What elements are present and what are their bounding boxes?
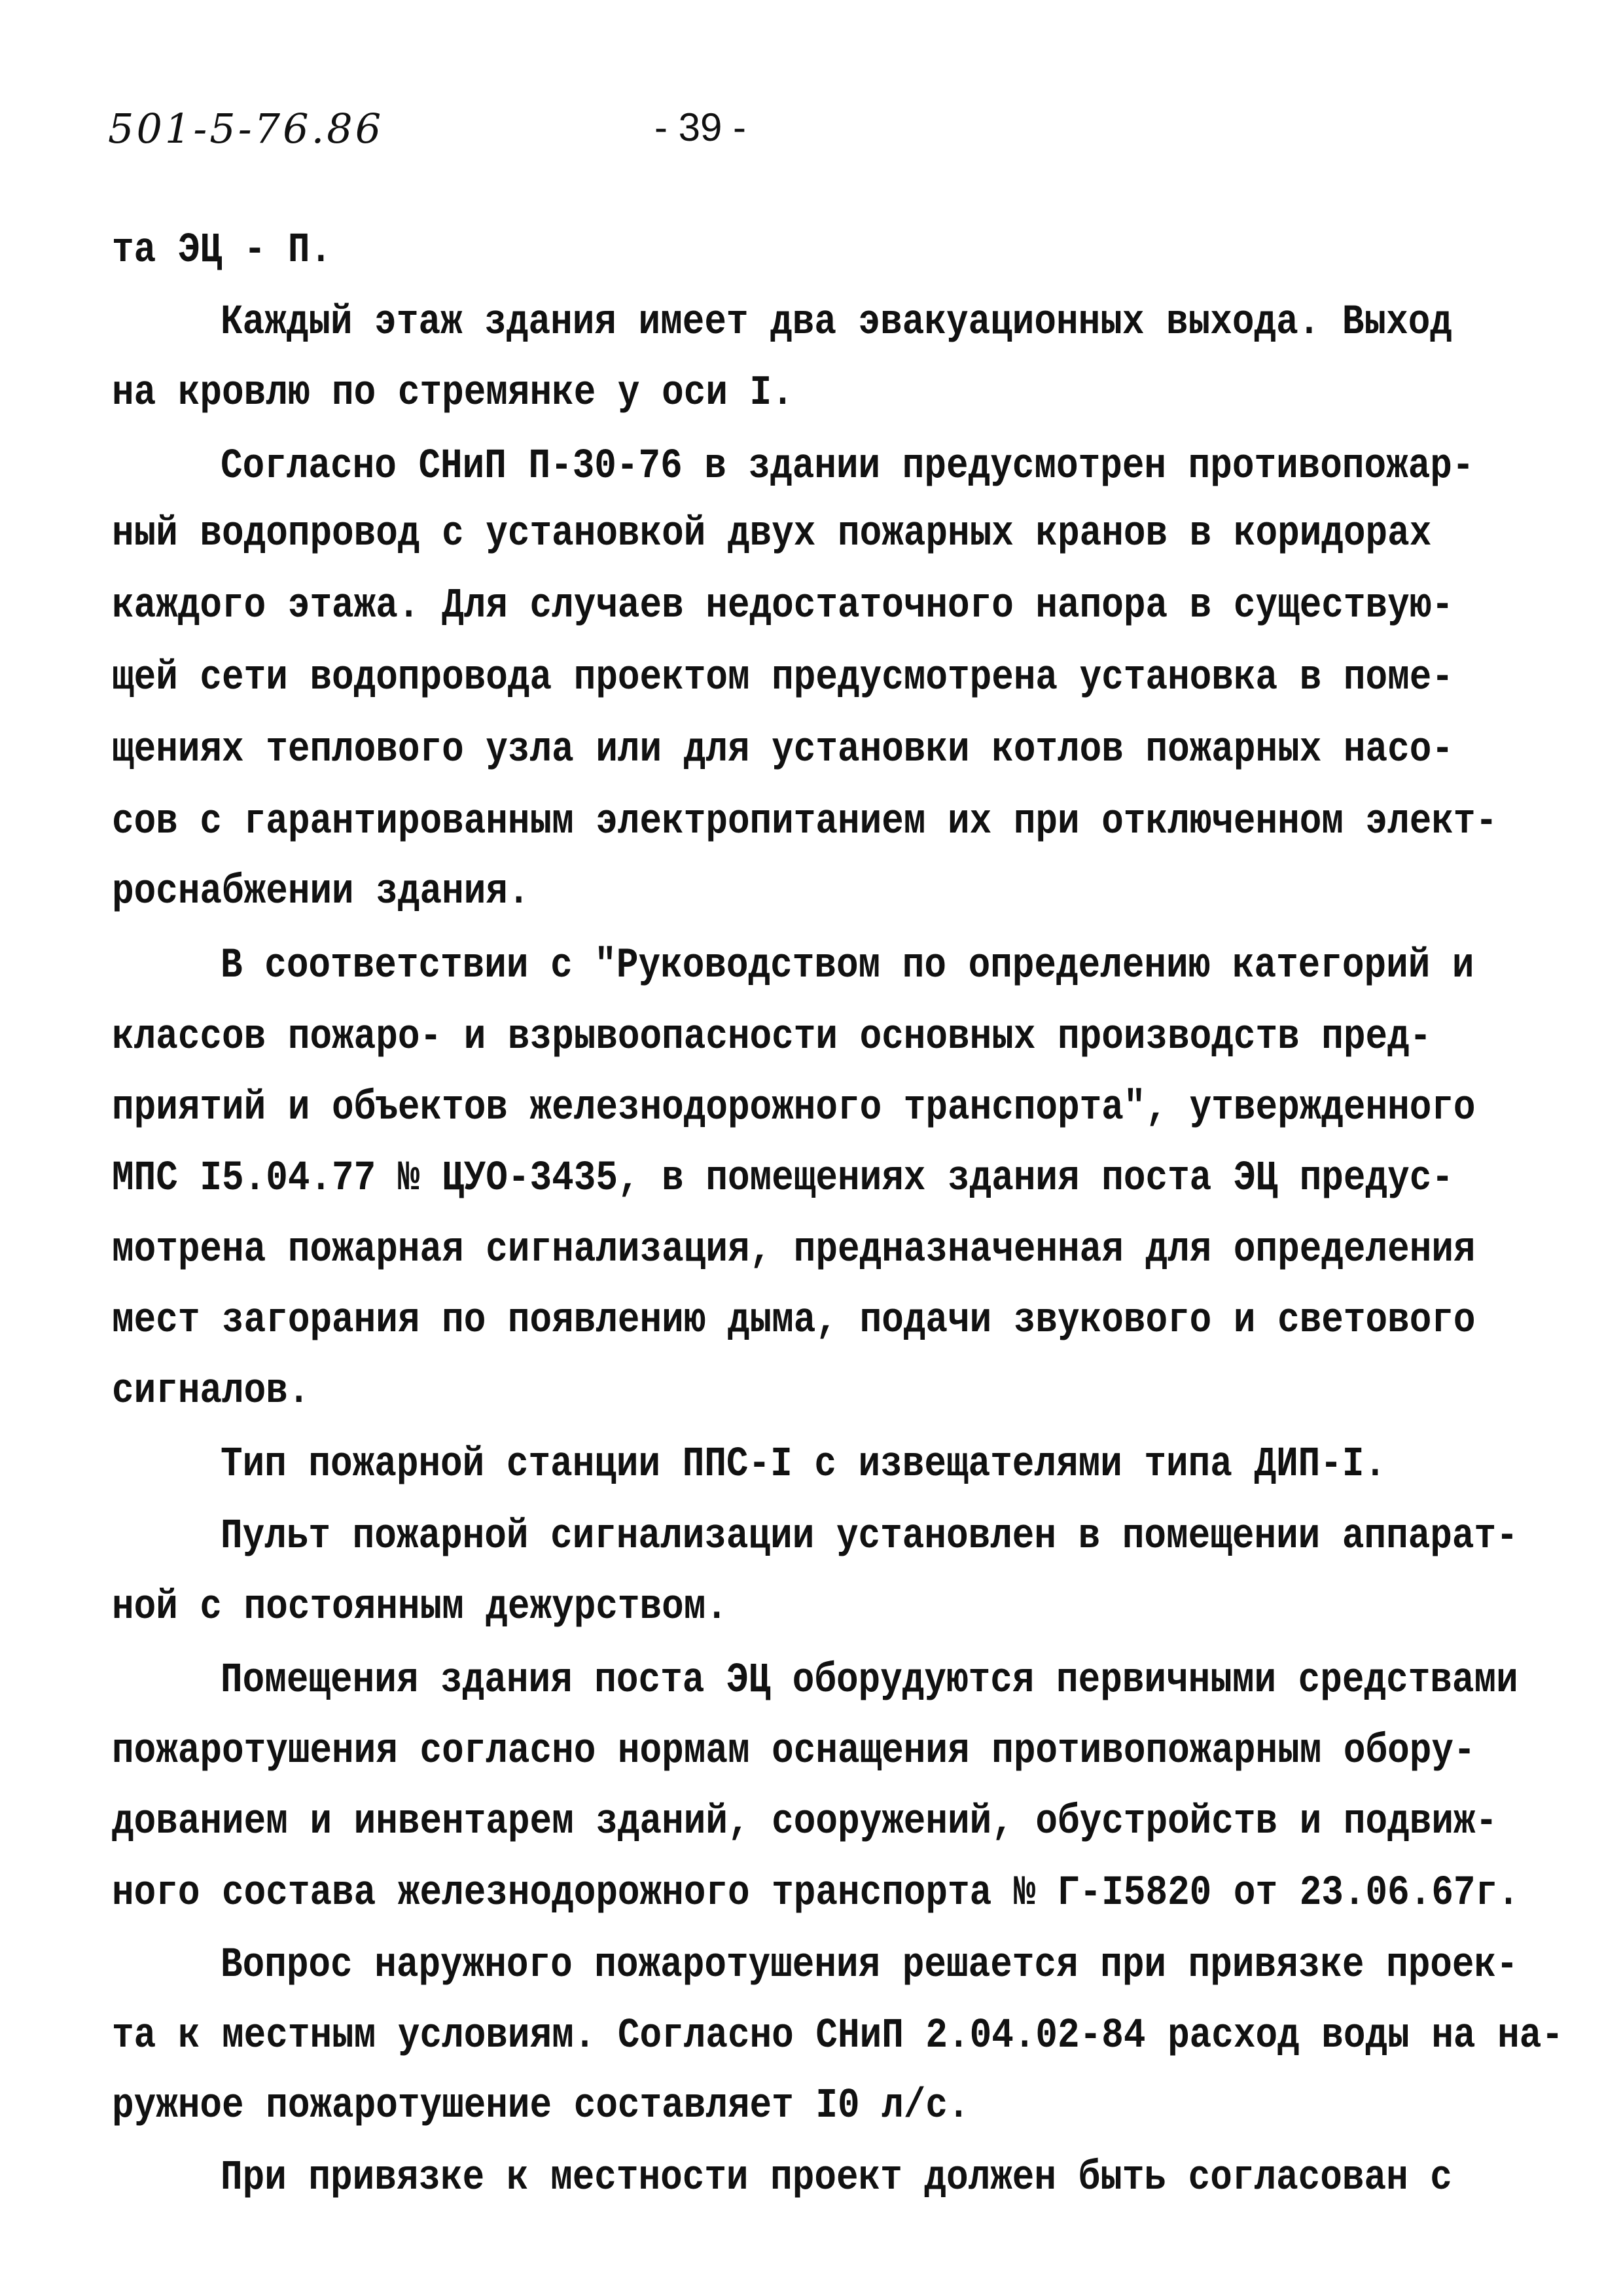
text-line: Тип пожарной станции ППС-I с извещателями типа ДИП-I. <box>221 1440 1387 1488</box>
text-line: приятий и объектов железнодорожного транспорта", утвержденного <box>112 1083 1476 1132</box>
text-line: сигналов. <box>112 1367 310 1415</box>
text-line: на кровлю по стремянке у оси I. <box>112 368 794 417</box>
text-line: В соответствии с "Руководством по определению категорий и <box>221 941 1474 990</box>
text-line: МПС I5.04.77 № ЦУО-3435, в помещениях здания поста ЭЦ предус- <box>112 1154 1454 1202</box>
text-line: пожаротушения согласно нормам оснащения противопожарным обору- <box>112 1727 1476 1775</box>
text-line: Каждый этаж здания имеет два эвакуационных выхода. Выход <box>221 298 1452 346</box>
text-line: Вопрос наружного пожаротушения решается при привязке проек- <box>221 1941 1518 1989</box>
text-line: щениях теплового узла или для установки котлов пожарных насо- <box>112 725 1454 774</box>
text-line: каждого этажа. Для случаев недостаточного напора в существую- <box>112 581 1454 630</box>
text-line: Согласно СНиП П-30-76 в здании предусмотрен противопожар- <box>221 442 1474 490</box>
text-line: сов с гарантированным электропитанием их при отключенном элект- <box>112 797 1498 846</box>
page-number: - 39 - <box>654 105 747 149</box>
text-line: При привязке к местности проект должен быть согласован с <box>221 2153 1452 2202</box>
text-line: классов пожаро- и взрывоопасности основных производств пред- <box>112 1013 1432 1061</box>
text-line: Помещения здания поста ЭЦ оборудуются первичными средствами <box>221 1656 1518 1704</box>
text-line: роснабжении здания. <box>112 867 530 916</box>
text-line: та ЭЦ - П. <box>112 226 332 274</box>
text-line: мотрена пожарная сигнализация, предназначенная для определения <box>112 1225 1476 1274</box>
text-line: Пульт пожарной сигнализации установлен в помещении аппарат- <box>221 1512 1518 1560</box>
text-line: мест загорания по появлению дыма, подачи звукового и светового <box>112 1296 1476 1344</box>
text-line: дованием и инвентарем зданий, сооружений, обустройств и подвиж- <box>112 1797 1498 1846</box>
text-line: ружное пожаротушение составляет I0 л/с. <box>112 2081 970 2130</box>
text-line: ной с постоянным дежурством. <box>112 1583 728 1631</box>
text-line: ный водопровод с установкой двух пожарных кранов в коридорах <box>112 509 1432 558</box>
text-line: щей сети водопровода проектом предусмотрена установка в поме- <box>112 653 1454 702</box>
text-line: та к местным условиям. Согласно СНиП 2.04.02-84 расход воды на на- <box>112 2011 1563 2060</box>
document-code: 501-5-76.86 <box>108 105 384 152</box>
text-line: ного состава железнодорожного транспорта № Г-I5820 от 23.06.67г. <box>112 1869 1520 1917</box>
